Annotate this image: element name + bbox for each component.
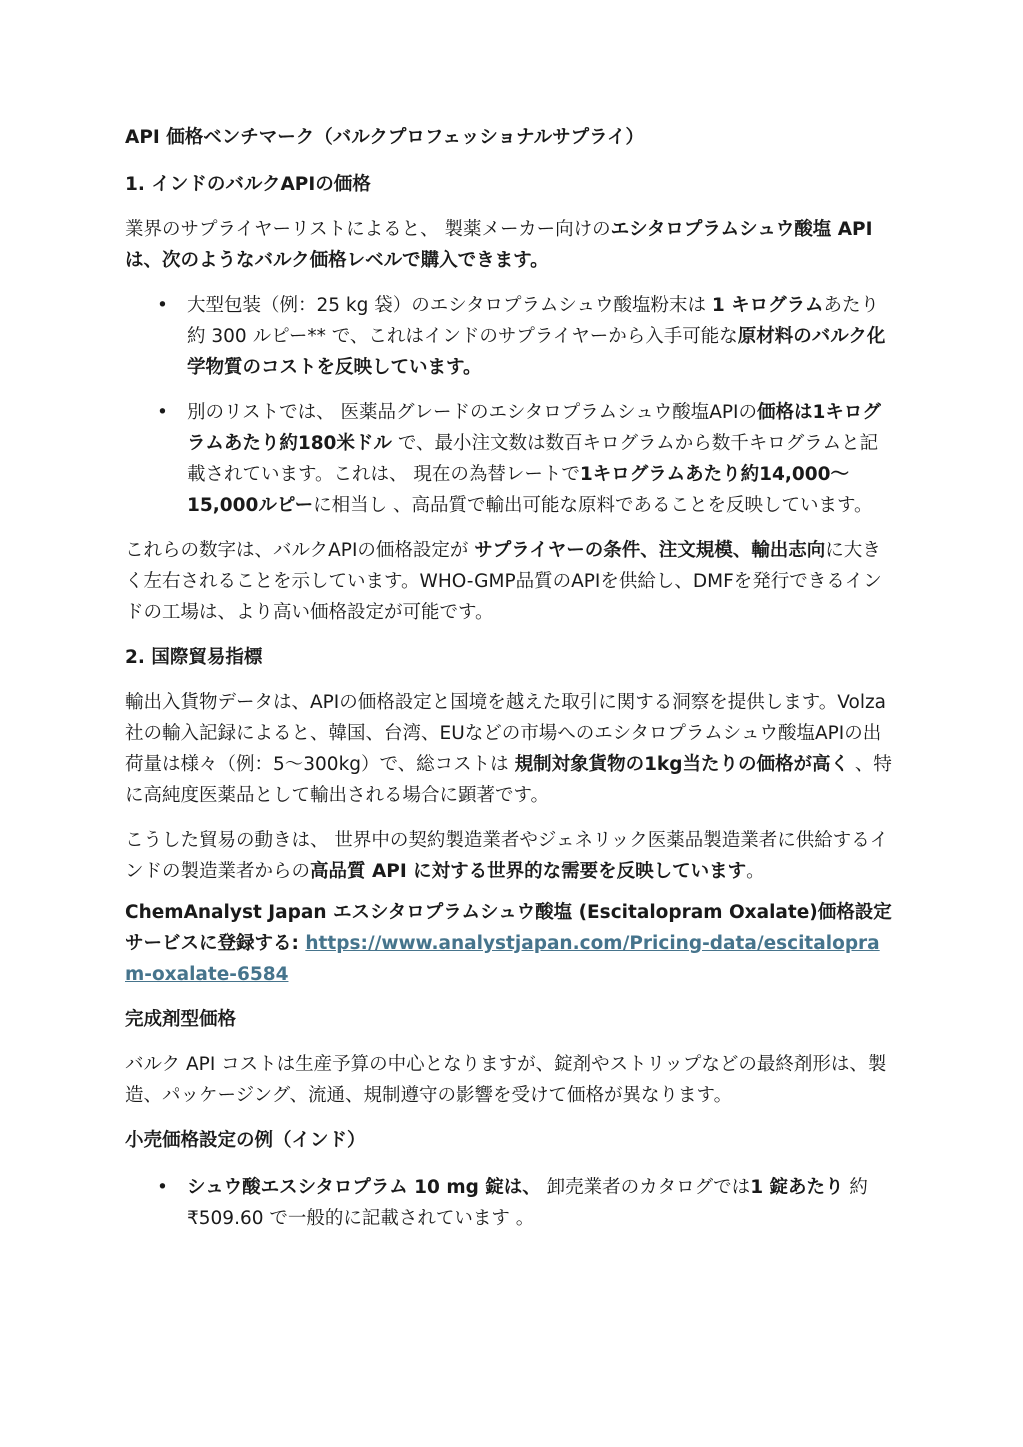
list-item: [187, 1172, 895, 1234]
section-heading-bulk-api-india: 1. インドのバルクAPIの価格: [125, 174, 371, 195]
trade-demand-paragraph: [125, 825, 895, 887]
promo-paragraph: [125, 897, 895, 990]
section1-intro-paragraph: [125, 214, 895, 276]
bulk-price-list: [125, 290, 895, 521]
demand-text: こうした貿易の動きは、 世界中の契約製造業者やジェネリック医薬品製造業者に供給するインドの製造業者からの: [125, 830, 889, 882]
list-item: [187, 397, 895, 521]
summary-emphasis: サプライヤーの条件、注文規模、輸出志向: [474, 540, 826, 561]
bullet-emphasis: 1 キログラム: [711, 295, 824, 316]
bullet-text: 別のリストでは、 医薬品グレードのエシタロプラムシュウ酸塩APIの: [187, 402, 757, 423]
section-heading-trade-indicators: 2. 国際貿易指標: [125, 647, 263, 668]
promo-text: ChemAnalyst Japan エスシタロプラムシュウ酸塩 (Escitalopram Oxalate)価格設定サービスに登録する:: [125, 902, 892, 954]
dosage-form-paragraph: バルク API コストは生産予算の中心となりますが、錠剤やストリップなどの最終剤形は、製造、パッケージング、流通、規制遵守の影響を受けて価格が異なります。: [125, 1054, 887, 1106]
bullet-text: で、最小注文数は数百キログラムから数千キログラムと記載されています。これは、 現在の為替レートで: [187, 433, 879, 485]
bullet-text: 約 ₹509.60 で一般的に記載されています 。: [187, 1177, 868, 1229]
bullet-text: 卸売業者のカタログでは: [540, 1177, 751, 1198]
section1-summary-paragraph: [125, 535, 895, 628]
summary-text: これらの数字は、バルクAPIの価格設定が: [125, 540, 475, 561]
bullet-emphasis: 原材料のバルク化学物質のコストを反映しています。: [187, 326, 886, 378]
section-heading-retail-price: 小売価格設定の例（インド）: [125, 1130, 366, 1151]
intro-emphasis: エシタロプラムシュウ酸塩 API は、次のようなバルク価格レベルで購入できます。: [125, 219, 873, 271]
bullet-text: に相当し 、高品質で輸出可能な原料であることを反映しています。: [313, 495, 873, 516]
bullet-emphasis: 価格は1キログラムあたり約180米ドル: [187, 402, 881, 454]
demand-emphasis: 高品質 API に対する世界的な需要を反映しています: [310, 861, 747, 882]
list-item: [187, 290, 895, 383]
bullet-emphasis: 1 錠あたり: [750, 1177, 844, 1198]
trade-data-paragraph: [125, 687, 895, 811]
bullet-emphasis: 1キログラムあたり約14,000～15,000ルピー: [187, 464, 849, 516]
document-title: API 価格ベンチマーク（バルクプロフェッショナルサプライ）: [125, 127, 645, 148]
bullet-emphasis: シュウ酸エスシタロプラム 10 mg 錠は、: [187, 1177, 541, 1198]
trade-text: 輸出入貨物データは、APIの価格設定と国境を越えた取引に関する洞察を提供します。Volza社の輸入記録によると、韓国、台湾、EUなどの市場へのエシタロプラムシュウ酸塩APIの出荷量は様々（例：5～300kg）で、総コストは: [125, 692, 887, 775]
summary-text: に大きく左右されることを示しています。WHO-GMP品質のAPIを供給し、DMFを発行できるインドの工場は、より高い価格設定が可能です。: [125, 540, 882, 623]
trade-emphasis: 規制対象貨物の1kg当たりの価格が高く: [514, 754, 849, 775]
section-heading-dosage-form-price: 完成剤型価格: [125, 1009, 237, 1030]
pricing-link[interactable]: https://www.analystjapan.com/Pricing-data/escitalopram-oxalate-6584: [125, 933, 880, 985]
bullet-text: 大型包装（例：25 kg 袋）のエシタロプラムシュウ酸塩粉末は: [187, 295, 712, 316]
bullet-text: あたり約 300 ルピー** で、これはインドのサプライヤーから入手可能な: [187, 295, 880, 347]
retail-price-list: [125, 1172, 895, 1234]
demand-end: 。: [746, 861, 765, 882]
intro-text: 業界のサプライヤーリストによると、 製薬メーカー向けの: [125, 219, 611, 240]
trade-text: 、特に高純度医薬品として輸出される場合に顕著です。: [125, 754, 892, 806]
